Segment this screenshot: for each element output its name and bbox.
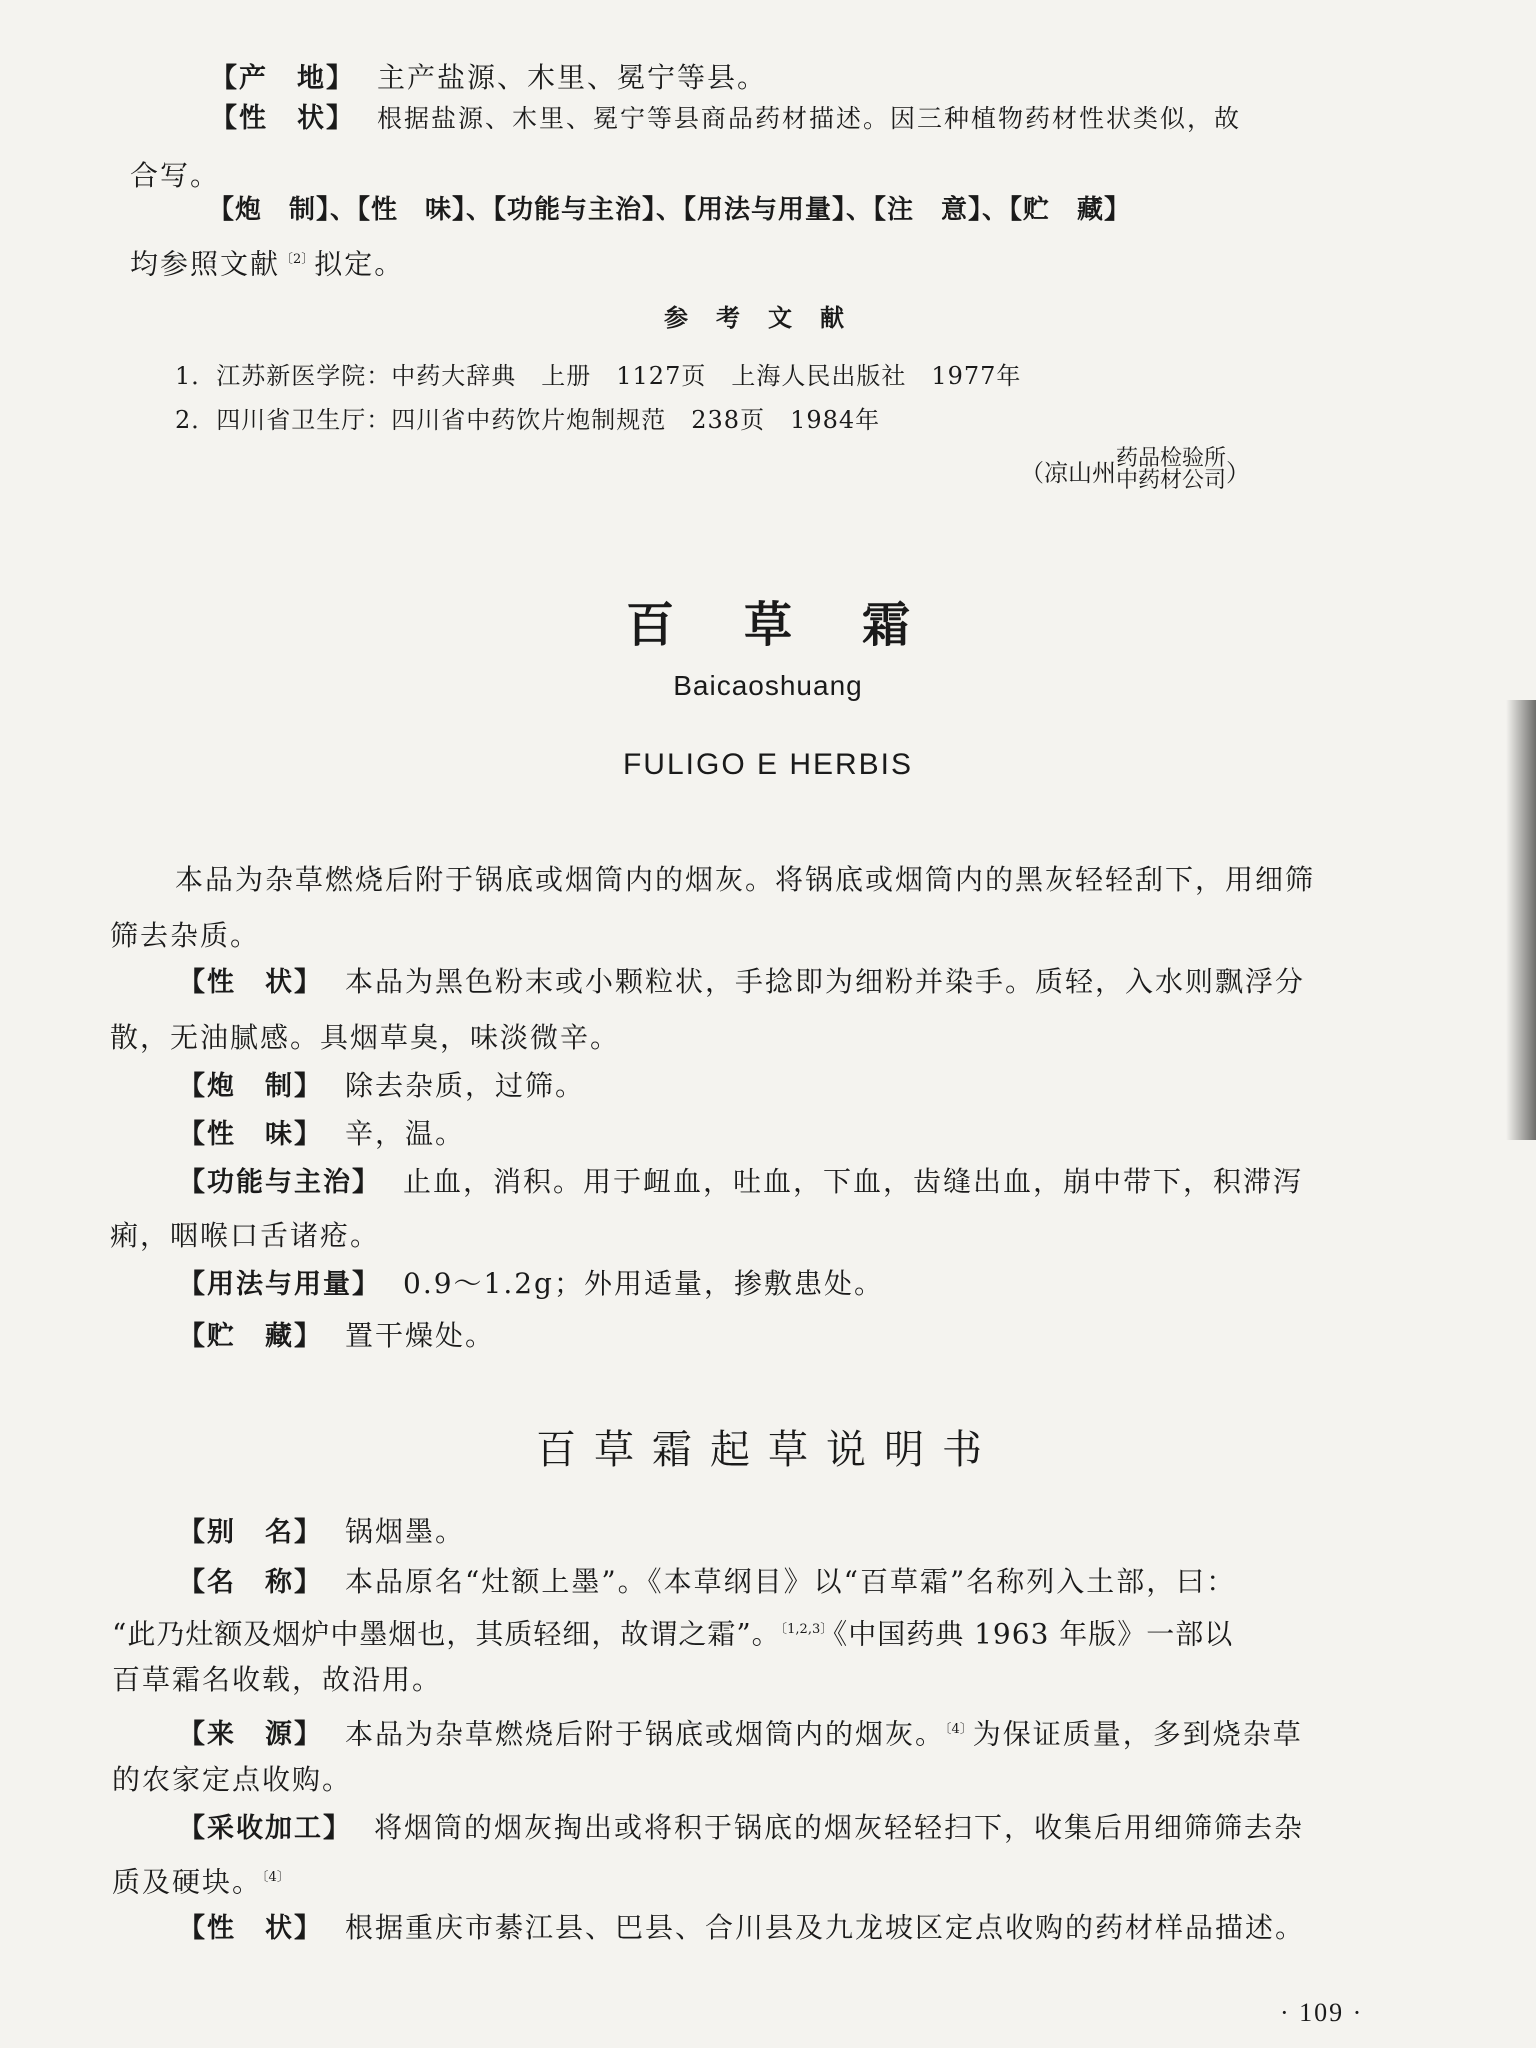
page-number: · 109 · xyxy=(1280,1998,1364,2027)
alias-line xyxy=(178,1514,465,1551)
labels-line: 【炮 制】、【性 味】、【功能与主治】、【用法与用量】、【注 意】、【贮 藏】 xyxy=(208,195,1132,225)
nature-line xyxy=(178,1116,465,1153)
alias-label: 【别 名】 xyxy=(178,1517,323,1548)
refs-note-sup: 〔2〕 xyxy=(280,252,315,267)
name-text-2-post: 《中国药典 1963 年版》一部以 xyxy=(833,1617,1234,1651)
attribution-close: ） xyxy=(1226,458,1251,487)
draft-notes-title: 百草霜起草说明书 xyxy=(536,1427,1000,1473)
processing-label: 【炮 制】 xyxy=(178,1071,323,1102)
function-line-2: 痢，咽喉口舌诸疮。 xyxy=(110,1219,381,1252)
function-text-1: 止血，消积。用于衄血，吐血，下血，齿缝出血，崩中带下，积滞泻 xyxy=(403,1165,1304,1198)
usage-text: 0.9～1.2g；外用适量，掺敷患处。 xyxy=(403,1267,884,1300)
harvest-text-1: 将烟筒的烟灰掏出或将积于锅底的烟灰轻轻扫下，收集后用细筛筛去杂 xyxy=(374,1811,1305,1844)
function-line-1 xyxy=(178,1164,1303,1201)
traits-text-1: 根据盐源、木里、冕宁等县商品药材描述。因三种植物药材性状类似，故 xyxy=(377,104,1242,133)
source-text-1-pre: 本品为杂草燃烧后附于锅底或烟筒内的烟灰。 xyxy=(345,1717,946,1751)
traits-label: 【性 状】 xyxy=(210,103,355,134)
name-label: 【名 称】 xyxy=(178,1567,323,1598)
refs-note-pre: 均参照文献 xyxy=(130,247,281,281)
draft-traits-text: 根据重庆市綦江县、巴县、合川县及九龙坡区定点收购的药材样品描述。 xyxy=(345,1911,1306,1944)
nature-text: 辛，温。 xyxy=(345,1117,466,1150)
name-text-1: 本品原名“灶额上墨”。《本草纲目》以“百草霜”名称列入土部，曰： xyxy=(345,1565,1237,1598)
nature-label: 【性 味】 xyxy=(178,1119,323,1150)
mono-traits-line-1 xyxy=(178,964,1305,1001)
attribution-stack xyxy=(1116,448,1226,492)
harvest-line-1 xyxy=(178,1810,1304,1847)
usage-label: 【用法与用量】 xyxy=(178,1269,381,1300)
name-line-3: 百草霜名收载，故沿用。 xyxy=(112,1663,443,1696)
harvest-label: 【采收加工】 xyxy=(178,1813,352,1844)
source-text-1-post: 为保证质量，多到烧杂草 xyxy=(972,1717,1303,1751)
origin-text: 主产盐源、木里、冕宁等县。 xyxy=(377,61,768,94)
attribution-open: （凉山州 xyxy=(1020,458,1116,487)
storage-text: 置干燥处。 xyxy=(345,1319,496,1352)
alias-text: 锅烟墨。 xyxy=(345,1515,466,1548)
monograph-title: 百草霜 xyxy=(625,597,980,653)
source-text-1-sup: 〔4〕 xyxy=(945,1722,973,1737)
attribution-line-1: 药品检验所 xyxy=(1116,446,1227,471)
draft-traits-label: 【性 状】 xyxy=(178,1913,323,1944)
harvest-line-2 xyxy=(112,1860,290,1900)
name-line-2 xyxy=(112,1612,1233,1652)
name-text-2-sup: 〔1,2,3〕 xyxy=(780,1622,834,1637)
origin-label: 【产 地】 xyxy=(210,63,355,94)
mono-traits-label: 【性 状】 xyxy=(178,967,323,998)
refs-note-line xyxy=(130,242,404,282)
source-line-1 xyxy=(178,1712,1303,1753)
monograph-latin: FULIGO E HERBIS xyxy=(622,748,914,781)
mono-traits-line-2: 散，无油腻感。具烟草臭，味淡微辛。 xyxy=(110,1021,621,1054)
reference-item-2: 2．四川省卫生厅：四川省中药饮片炮制规范 238页 1984年 xyxy=(175,406,881,434)
source-line-2: 的农家定点收购。 xyxy=(112,1763,353,1796)
function-label: 【功能与主治】 xyxy=(178,1167,381,1198)
draft-traits-line xyxy=(178,1910,1305,1947)
reference-item-1: 1．江苏新医学院：中药大辞典 上册 1127页 上海人民出版社 1977年 xyxy=(175,362,1022,390)
attribution xyxy=(1020,448,1250,492)
attribution-line-2: 中药材公司 xyxy=(1116,468,1227,493)
intro-line-2: 筛去杂质。 xyxy=(110,919,261,952)
processing-line xyxy=(178,1068,585,1105)
name-text-2-pre: “此乃灶额及烟炉中墨烟也，其质轻细，故谓之霜”。 xyxy=(112,1617,781,1651)
monograph-pinyin: Baicaoshuang xyxy=(673,670,863,701)
traits-line-2: 合写。 xyxy=(130,159,221,192)
intro-line-1: 本品为杂草燃烧后附于锅底或烟筒内的烟灰。将锅底或烟筒内的黑灰轻轻刮下，用细筛 xyxy=(175,863,1316,896)
references-heading: 参考文献 xyxy=(664,304,872,332)
source-label: 【来 源】 xyxy=(178,1719,323,1751)
storage-line xyxy=(178,1318,495,1355)
harvest-text-2-sup: 〔4〕 xyxy=(262,1870,290,1885)
refs-note-post: 拟定。 xyxy=(314,247,405,281)
name-line-1 xyxy=(178,1564,1236,1601)
mono-traits-text-1: 本品为黑色粉末或小颗粒状，手捻即为细粉并染手。质轻，入水则飘浮分 xyxy=(345,965,1306,998)
processing-text: 除去杂质，过筛。 xyxy=(345,1069,586,1102)
storage-label: 【贮 藏】 xyxy=(178,1321,323,1352)
usage-line xyxy=(178,1266,884,1303)
traits-line-1 xyxy=(210,100,1241,137)
origin-line xyxy=(210,60,767,97)
harvest-text-2-pre: 质及硬块。 xyxy=(112,1865,263,1899)
